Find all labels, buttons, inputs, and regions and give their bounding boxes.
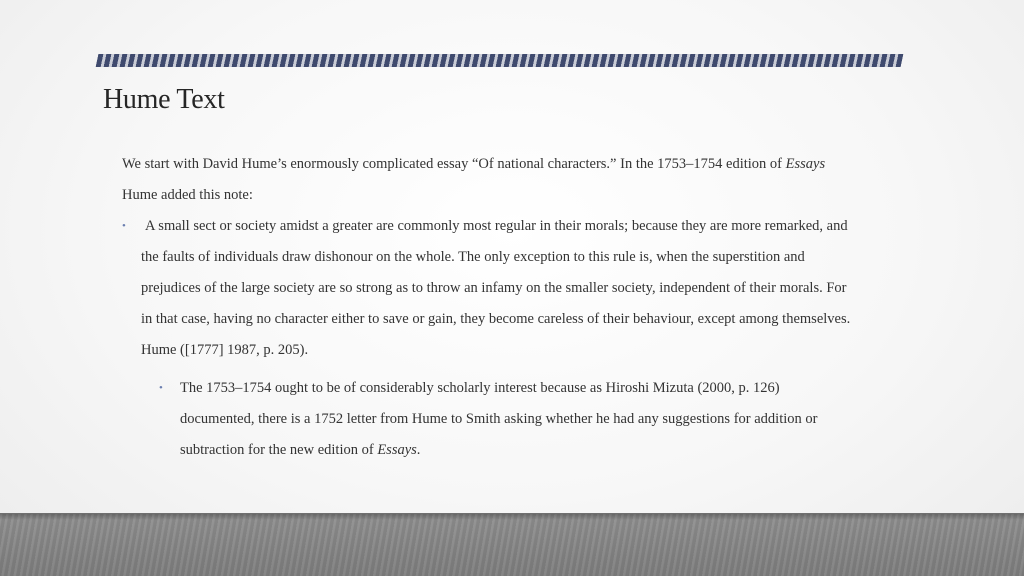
sub-line-2: documented, there is a 1752 letter from Hume to Smith asking whether he had any suggestions for addition or <box>180 411 818 427</box>
decorative-floor-band <box>0 514 1024 576</box>
quote-line-3: prejudices of the large society are so strong as to throw an infamy on the smaller society, independent of their morals. For <box>141 280 847 296</box>
sub-line-3-end: . <box>416 442 421 458</box>
sub-line-3-text: subtraction for the new edition of <box>180 442 378 458</box>
sub-line-3 <box>180 441 420 459</box>
quote-line-2: the faults of individuals draw dishonour on the whole. The only exception to this rule is, when the superstition and <box>141 249 805 265</box>
intro-line-1-text: We start with David Hume’s enormously complicated essay “Of national characters.” In the 1753–1754 edition of <box>122 156 786 172</box>
quote-line-4: in that case, having no character either to save or gain, they become careless of their behaviour, except among themselves. <box>141 311 851 327</box>
quote-line-1: A small sect or society amidst a greater are commonly most regular in their morals; because they are more remarked, and <box>145 218 848 234</box>
essays-italic-2: Essays <box>377 442 417 458</box>
intro-line-1 <box>122 155 825 173</box>
decorative-hatch-bar <box>96 54 904 67</box>
sub-bullet-icon: • <box>159 382 163 394</box>
essays-italic: Essays <box>785 156 826 172</box>
quote-citation: Hume ([1777] 1987, p. 205). <box>141 342 309 358</box>
slide-title: Hume Text <box>103 84 225 115</box>
bullet-icon: • <box>122 220 126 232</box>
intro-line-2: Hume added this note: <box>122 187 253 203</box>
sub-line-1: The 1753–1754 ought to be of considerably scholarly interest because as Hiroshi Mizuta (2000, p. 126) <box>180 380 780 396</box>
